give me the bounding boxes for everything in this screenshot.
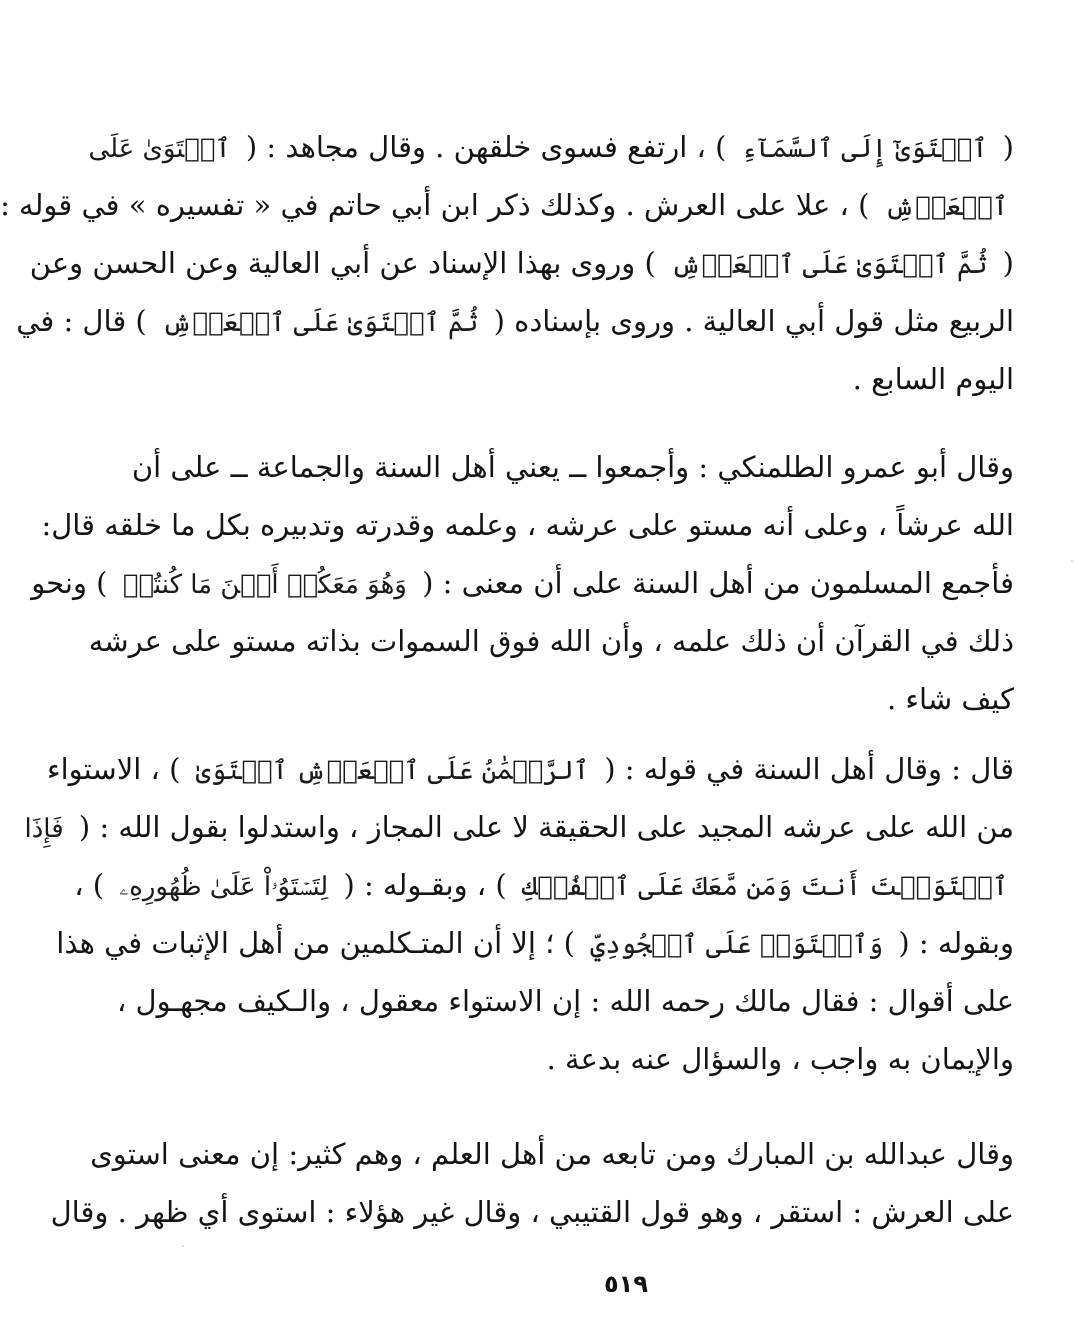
quran-verse: فَإِذَا [24, 814, 64, 844]
quran-verse: ٱسۡتَوَيۡتَ أَنتَ وَمَن مَّعَكَ عَلَى ٱلۡفُلۡكِ [521, 872, 1008, 902]
scan-speck [182, 1245, 184, 1247]
text-segment: على أقوال : فقال مالك رحمه الله : إن الاستواء معقول ، والـكيف مجهـول ، [116, 984, 1014, 1018]
text-line [90, 1125, 1014, 1183]
quran-verse: ثُمَّ ٱسۡتَوَىٰ عَلَى ٱلۡعَرۡشِ [670, 250, 988, 280]
text-segment: كيف شاء . [886, 682, 1014, 716]
paragraph-4 [50, 1125, 1014, 1241]
text-segment: ) ، [74, 868, 114, 902]
text-segment: والإيمان به واجب ، والسؤال عنه بدعة . [546, 1042, 1014, 1076]
quran-verse: ٱلۡعَرۡشِ [884, 192, 1008, 222]
text-line [236, 670, 1014, 728]
text-line [116, 972, 1014, 1030]
text-segment: ) ، ارتفع فسوى خلقهن . وقال مجاهد : ( [236, 130, 736, 164]
text-segment: اليوم السابع . [852, 362, 1014, 396]
text-segment: وبقوله : ( [889, 926, 1014, 960]
text-line [41, 496, 1014, 554]
scan-speck [1071, 560, 1073, 562]
text-line [29, 234, 1014, 292]
paragraph-2 [31, 438, 1014, 728]
text-segment: وقال أبو عمرو الطلمنكي : وأجمعوا ــ يعني أهل السنة والجماعة ــ على أن [131, 450, 1014, 484]
quran-verse: ٱلرَّحۡمَٰنُ عَلَى ٱلۡعَرۡشِ ٱسۡتَوَىٰ [195, 756, 589, 786]
text-line [236, 350, 1014, 408]
quran-verse: وَٱسۡتَوَتۡ عَلَى ٱلۡجُودِيِّ [590, 930, 884, 960]
text-segment: وقال عبدالله بن المبارك ومن تابعه من أهل العلم ، وهم كثير: إن معنى استوى [90, 1137, 1014, 1171]
quran-verse: ثُمَّ ٱسۡتَوَىٰ عَلَى ٱلۡعَرۡشِ [161, 308, 479, 338]
text-line [88, 612, 1014, 670]
text-line [16, 292, 1014, 350]
text-segment: فأجمع المسلمون من أهل السنة على أن معنى : ( [412, 566, 1014, 600]
text-segment: ) ، الاستواء [46, 752, 190, 786]
paragraph-3 [24, 740, 1014, 1088]
text-segment: ) ونحو [31, 566, 117, 600]
text-line [50, 1183, 1014, 1241]
text-line [24, 798, 1014, 856]
text-segment: ) ؛ إلا أن المتـكلمين من أهل الإثبات في هذا [56, 926, 585, 960]
page-number: ٥١٩ [604, 1270, 648, 1298]
quran-verse: وَهُوَ مَعَكُمۡ أَيۡنَ مَا كُنتُمۡ [122, 570, 407, 600]
text-line [56, 914, 1014, 972]
text-segment: ) وروى بهذا الإسناد عن أبي العالية وعن الحسن وعن [29, 246, 665, 280]
text-segment: ذلك في القرآن أن ذلك علمه ، وأن الله فوق السموات بذاته مستو على عرشه [88, 624, 1014, 658]
text-segment: ( [993, 130, 1014, 164]
quran-verse: لِتَسۡتَوُۥاْ عَلَىٰ ظُهُورِهِۦ [119, 872, 329, 902]
text-segment: قال : وقال أهل السنة في قوله : ( [595, 752, 1014, 786]
text-line [131, 438, 1014, 496]
quran-verse: ٱسۡتَوَىٰ عَلَى [88, 134, 231, 164]
text-segment: الربيع مثل قول أبي العالية . وروى بإسناده ( [484, 304, 1014, 338]
text-segment: من الله على عرشه المجيد على الحقيقة لا على المجاز ، واستدلوا بقول الله : ( [69, 810, 1014, 844]
text-line [74, 856, 1014, 914]
text-line [31, 554, 1014, 612]
text-line [46, 740, 1014, 798]
text-segment: ) قال : في [16, 304, 156, 338]
text-segment: الله عرشاً ، وعلى أنه مستو على عرشه ، وعلمه وقدرته وتدبيره بكل ما خلقه قال: [41, 508, 1014, 542]
text-line [0, 176, 1014, 234]
text-line [236, 1030, 1014, 1088]
text-segment: ) ، علا على العرش . وكذلك ذكر ابن أبي حاتم في « تفسيره » في قوله : [0, 188, 879, 222]
text-segment: ) ، وبقـوله : ( [334, 868, 516, 902]
text-segment: ( [993, 246, 1014, 280]
quran-verse: ٱسۡتَوَىٰٓ إِلَى ٱلسَّمَآءِ [741, 134, 988, 164]
text-line [88, 118, 1014, 176]
paragraph-1 [0, 118, 1014, 408]
text-segment: على العرش : استقر ، وهو قول القتيبي ، وقال غير هؤلاء : استوى أي ظهر . وقال [50, 1195, 1014, 1229]
